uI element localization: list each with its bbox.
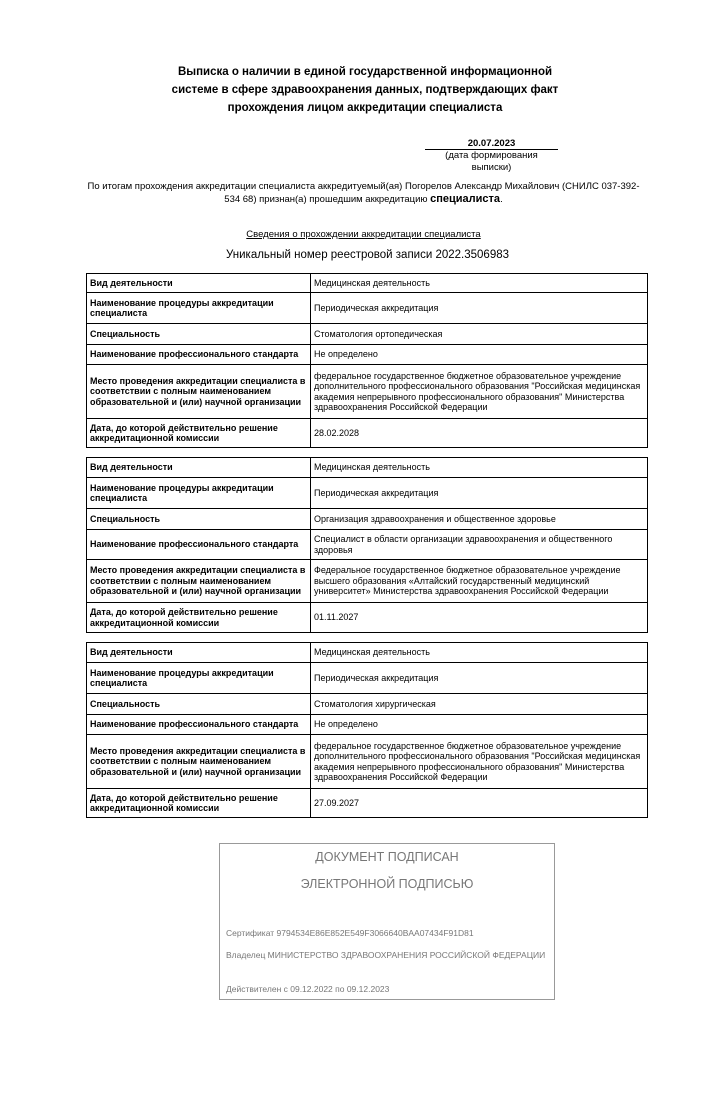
accreditation-table (86, 273, 648, 448)
table-row (87, 274, 648, 293)
section-title: Сведения о прохождении аккредитации специалиста (246, 229, 481, 240)
row-value: Периодическая аккредитация (311, 663, 648, 694)
document-title (150, 63, 580, 117)
row-label: Наименование профессионального стандарта (87, 715, 311, 735)
table-row (87, 345, 648, 365)
row-label: Место проведения аккредитации специалиста в соответствии с полным наименованием образовательной и (или) научной организации (87, 735, 311, 789)
row-value: Организация здравоохранения и общественное здоровье (311, 509, 648, 530)
row-value: Периодическая аккредитация (311, 478, 648, 509)
accreditation-table (86, 457, 648, 633)
row-label: Специальность (87, 509, 311, 530)
signature-line1: ДОКУМЕНТ ПОДПИСАН (315, 850, 459, 864)
accreditation-table (86, 642, 648, 818)
row-value: Стоматология хирургическая (311, 694, 648, 715)
table-row (87, 458, 648, 478)
row-value: Специалист в области организации здравоохранения и общественного здоровья (311, 530, 648, 560)
table-row (87, 735, 648, 789)
row-label: Дата, до которой действительно решение аккредитационной комиссии (87, 603, 311, 633)
row-label: Наименование процедуры аккредитации специалиста (87, 293, 311, 324)
signature-line2: ЭЛЕКТРОННОЙ ПОДПИСЬЮ (300, 877, 474, 891)
row-value: 01.11.2027 (311, 603, 648, 633)
table-row (87, 478, 648, 509)
issue-date: 20.07.2023 (425, 138, 558, 150)
row-label: Вид деятельности (87, 458, 311, 478)
issue-date-block (425, 138, 558, 174)
row-label: Специальность (87, 324, 311, 345)
table-row (87, 643, 648, 663)
table-row (87, 694, 648, 715)
intro-paragraph (80, 181, 647, 206)
row-label: Наименование процедуры аккредитации специалиста (87, 663, 311, 694)
table-row (87, 789, 648, 818)
table-row (87, 560, 648, 603)
table-row (87, 324, 648, 345)
row-value: Стоматология ортопедическая (311, 324, 648, 345)
row-value: Медицинская деятельность (311, 458, 648, 478)
intro-text: По итогам прохождения аккредитации специалиста аккредитуемый(ая) Погорелов Александр Михайлович (СНИЛС 037-392-534 68) признан(а) прошедшим аккредитацию (87, 181, 640, 205)
table-row (87, 419, 648, 448)
row-value: Периодическая аккредитация (311, 293, 648, 324)
row-value: Медицинская деятельность (311, 274, 648, 293)
row-label: Вид деятельности (87, 643, 311, 663)
row-label: Наименование профессионального стандарта (87, 345, 311, 365)
title-line: системе в сфере здравоохранения данных, подтверждающих факт (171, 84, 559, 96)
row-label: Дата, до которой действительно решение аккредитационной комиссии (87, 789, 311, 818)
e-signature-stamp (219, 843, 555, 1000)
row-value: федеральное государственное бюджетное образовательное учреждение дополнительного профессионального образования "Российская медицинская академия непрерывного профессионального образования" Министерства здравоохранения Российской Федерации (311, 365, 648, 419)
table-row (87, 509, 648, 530)
registry-number: Уникальный номер реестровой записи 2022.3506983 (225, 249, 510, 261)
row-value: 28.02.2028 (311, 419, 648, 448)
table-row (87, 663, 648, 694)
issue-date-caption: (дата формирования выписки) (445, 150, 538, 173)
table-row (87, 715, 648, 735)
row-label: Наименование процедуры аккредитации специалиста (87, 478, 311, 509)
row-value: Медицинская деятельность (311, 643, 648, 663)
row-value: Не определено (311, 345, 648, 365)
intro-bold: специалиста (430, 193, 501, 205)
row-value: 27.09.2027 (311, 789, 648, 818)
signature-certificate: Сертификат 9794534E86E852E549F3066640BAA07434F91D81 (226, 928, 474, 938)
table-row (87, 293, 648, 324)
table-row (87, 365, 648, 419)
title-line: Выписка о наличии в единой государственной информационной (177, 66, 553, 78)
signature-owner: Владелец МИНИСТЕРСТВО ЗДРАВООХРАНЕНИЯ РОССИЙСКОЙ ФЕДЕРАЦИИ (226, 950, 546, 960)
table-row (87, 603, 648, 633)
row-label: Специальность (87, 694, 311, 715)
title-line: прохождения лицом аккредитации специалиста (227, 102, 503, 114)
signature-validity: Действителен с 09.12.2022 по 09.12.2023 (226, 984, 390, 994)
row-label: Место проведения аккредитации специалиста в соответствии с полным наименованием образовательной и (или) научной организации (87, 560, 311, 603)
table-row (87, 530, 648, 560)
row-value: Федеральное государственное бюджетное образовательное учреждение высшего образования «Алтайский государственный медицинский университет» Министерства здравоохранения Российской Федерации (311, 560, 648, 603)
row-value: Не определено (311, 715, 648, 735)
row-value: федеральное государственное бюджетное образовательное учреждение дополнительного профессионального образования "Российская медицинская академия непрерывного профессионального образования" Министерства здравоохранения Российской Федерации (311, 735, 648, 789)
row-label: Наименование профессионального стандарта (87, 530, 311, 560)
row-label: Место проведения аккредитации специалиста в соответствии с полным наименованием образовательной и (или) научной организации (87, 365, 311, 419)
row-label: Дата, до которой действительно решение аккредитационной комиссии (87, 419, 311, 448)
intro-tail: . (500, 194, 503, 205)
row-label: Вид деятельности (87, 274, 311, 293)
